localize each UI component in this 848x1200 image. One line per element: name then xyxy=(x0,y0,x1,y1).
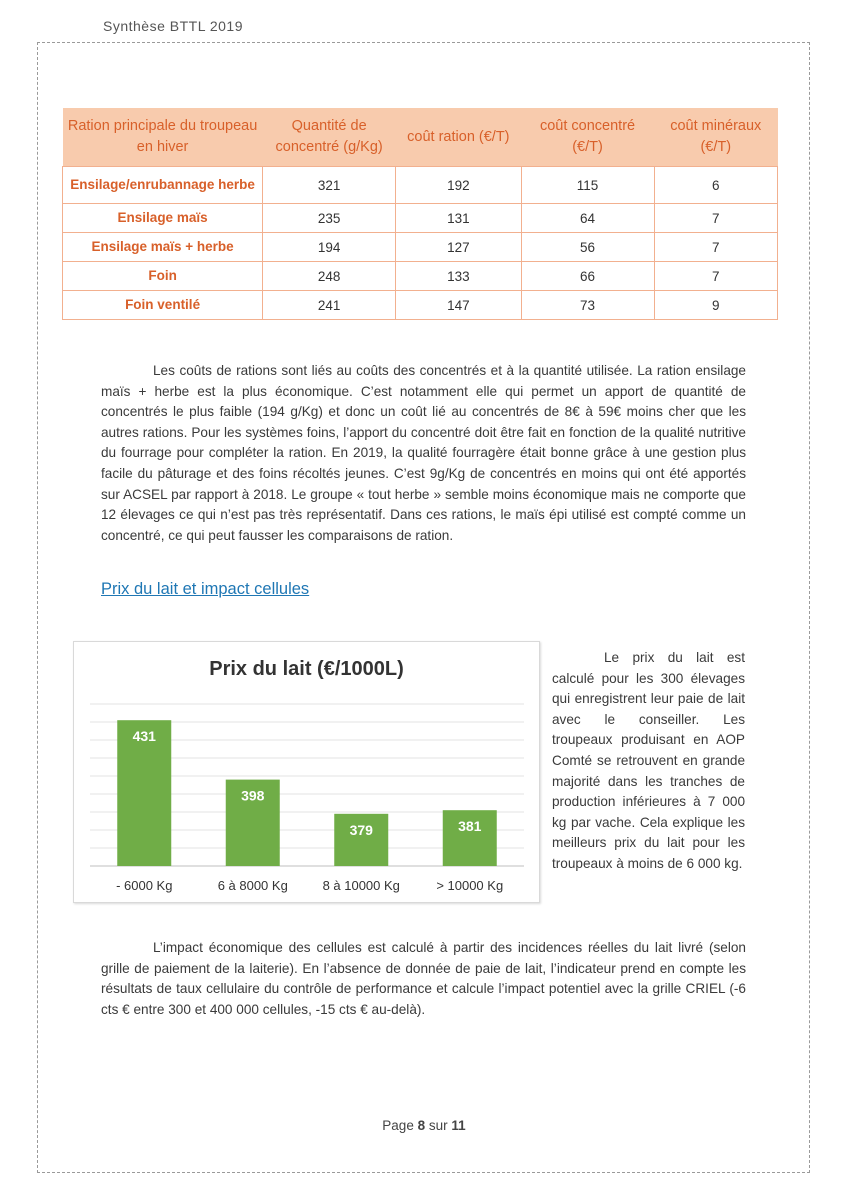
row-ration-label: Ensilage maïs xyxy=(63,204,263,233)
milk-price-chart xyxy=(73,641,540,903)
cell-cout-mineraux: 7 xyxy=(654,233,777,262)
page-footer xyxy=(0,1118,848,1133)
cell-cout-concentre: 56 xyxy=(521,233,654,262)
table-header-row xyxy=(63,108,778,167)
cell-cout-ration: 133 xyxy=(396,262,521,291)
cell-cout-ration: 127 xyxy=(396,233,521,262)
cell-quantite: 248 xyxy=(263,262,396,291)
chart-plot xyxy=(74,642,539,902)
footer-total-pages: 11 xyxy=(451,1118,466,1133)
cell-quantite: 194 xyxy=(263,233,396,262)
cell-cout-mineraux: 7 xyxy=(654,262,777,291)
row-ration-label: Ensilage/enrubannage herbe xyxy=(63,167,263,204)
ration-cost-paragraph xyxy=(101,361,746,546)
chart-title: Prix du lait (€/1000L) xyxy=(209,658,404,680)
chart-data-label: 379 xyxy=(349,821,373,838)
cell-cout-concentre: 115 xyxy=(521,167,654,204)
ration-cost-table xyxy=(62,108,778,320)
column-header-quantite: Quantité de concentré (g/Kg) xyxy=(263,108,396,167)
cell-cout-ration: 131 xyxy=(396,204,521,233)
cell-cout-mineraux: 6 xyxy=(654,167,777,204)
column-header-cout-mineraux: coût minéraux (€/T) xyxy=(654,108,777,167)
chart-category-label: > 10000 Kg xyxy=(436,878,504,893)
column-header-cout-concentre: coût concentré (€/T) xyxy=(521,108,654,167)
chart-category-label: 6 à 8000 Kg xyxy=(217,878,288,893)
table-row xyxy=(63,262,778,291)
row-ration-label: Foin ventilé xyxy=(63,291,263,320)
cell-cout-concentre: 73 xyxy=(521,291,654,320)
cell-cout-ration: 147 xyxy=(396,291,521,320)
table-row xyxy=(63,204,778,233)
cell-impact-paragraph xyxy=(101,938,746,1020)
cell-cout-ration: 192 xyxy=(396,167,521,204)
section-title[interactable]: Prix du lait et impact cellules xyxy=(101,580,310,598)
footer-page-number: 8 xyxy=(417,1118,426,1133)
milk-price-explanation-text: Le prix du lait est calculé pour les 300 élevages qui enregistrent leur paie de lait avec le conseiller. Les troupeaux produisant en AOP Comté se retrouvent en grande majorité dans les tranches de production inférieures à 7 000 kg par vache. Cela explique les meilleurs prix du lait pour les troupeaux à moins de 6 000 kg. xyxy=(552,650,745,871)
cell-quantite: 321 xyxy=(263,167,396,204)
column-header-cout-ration: coût ration (€/T) xyxy=(396,108,521,167)
chart-data-label: 431 xyxy=(132,728,156,745)
cell-cout-mineraux: 9 xyxy=(654,291,777,320)
chart-data-label: 398 xyxy=(241,787,265,804)
chart-category-label: - 6000 Kg xyxy=(116,878,173,893)
table-row xyxy=(63,291,778,320)
cell-quantite: 235 xyxy=(263,204,396,233)
footer-sur-word: sur xyxy=(428,1118,448,1133)
ration-cost-paragraph-text: Les coûts de rations sont liés au coûts des concentrés et à la quantité utilisée. La ration ensilage maïs + herbe est la plus économique. C’est notamment elle qui permet un apport de quantité de concentrés le plus faible (194 g/Kg) et donc un coût lié au concentrés de 8€ à 59€ moins cher que les autres rations. Pour les systèmes foins, l’apport du concentré doit être fait en fonction de la qualité nutritive du fourrage pour compléter la ration. En 2019, la qualité fourragère était bonne grâce à une gestion plus facile du pâturage et des foins récoltés jeunes. C’est 9g/Kg de concentrés en moins qui ont été apportés sur ACSEL par rapport à 2018. Le groupe « tout herbe » semble moins économique mais ne comporte que 12 élevages ce qui n’est pas très représentatif. Dans ces rations, le maïs épi utilisé est compté comme un concentré, ce qui peut fausser les comparaisons de ration. xyxy=(101,363,746,543)
document-header-title: Synthèse BTTL 2019 xyxy=(103,18,244,34)
milk-price-explanation xyxy=(552,648,745,875)
cell-cout-mineraux: 7 xyxy=(654,204,777,233)
row-ration-label: Ensilage maïs + herbe xyxy=(63,233,263,262)
chart-category-label: 8 à 10000 Kg xyxy=(322,878,400,893)
cell-cout-concentre: 64 xyxy=(521,204,654,233)
cell-cout-concentre: 66 xyxy=(521,262,654,291)
cell-impact-paragraph-text: L’impact économique des cellules est calculé à partir des incidences réelles du lait livré (selon grille de paiement de la laiterie). En l’absence de donnée de paie de lait, l’indicateur prend en compte les résultats de taux cellulaire du contrôle de performance et calcule l’impact potentiel avec la grille CRIEL (-6 cts € entre 300 et 400 000 cellules, -15 cts € au-delà). xyxy=(101,940,746,1017)
table-row xyxy=(63,233,778,262)
row-ration-label: Foin xyxy=(63,262,263,291)
footer-page-word: Page xyxy=(382,1118,414,1133)
cell-quantite: 241 xyxy=(263,291,396,320)
column-header-ration: Ration principale du troupeau en hiver xyxy=(63,108,263,167)
chart-data-label: 381 xyxy=(458,818,482,835)
table-row xyxy=(63,167,778,204)
